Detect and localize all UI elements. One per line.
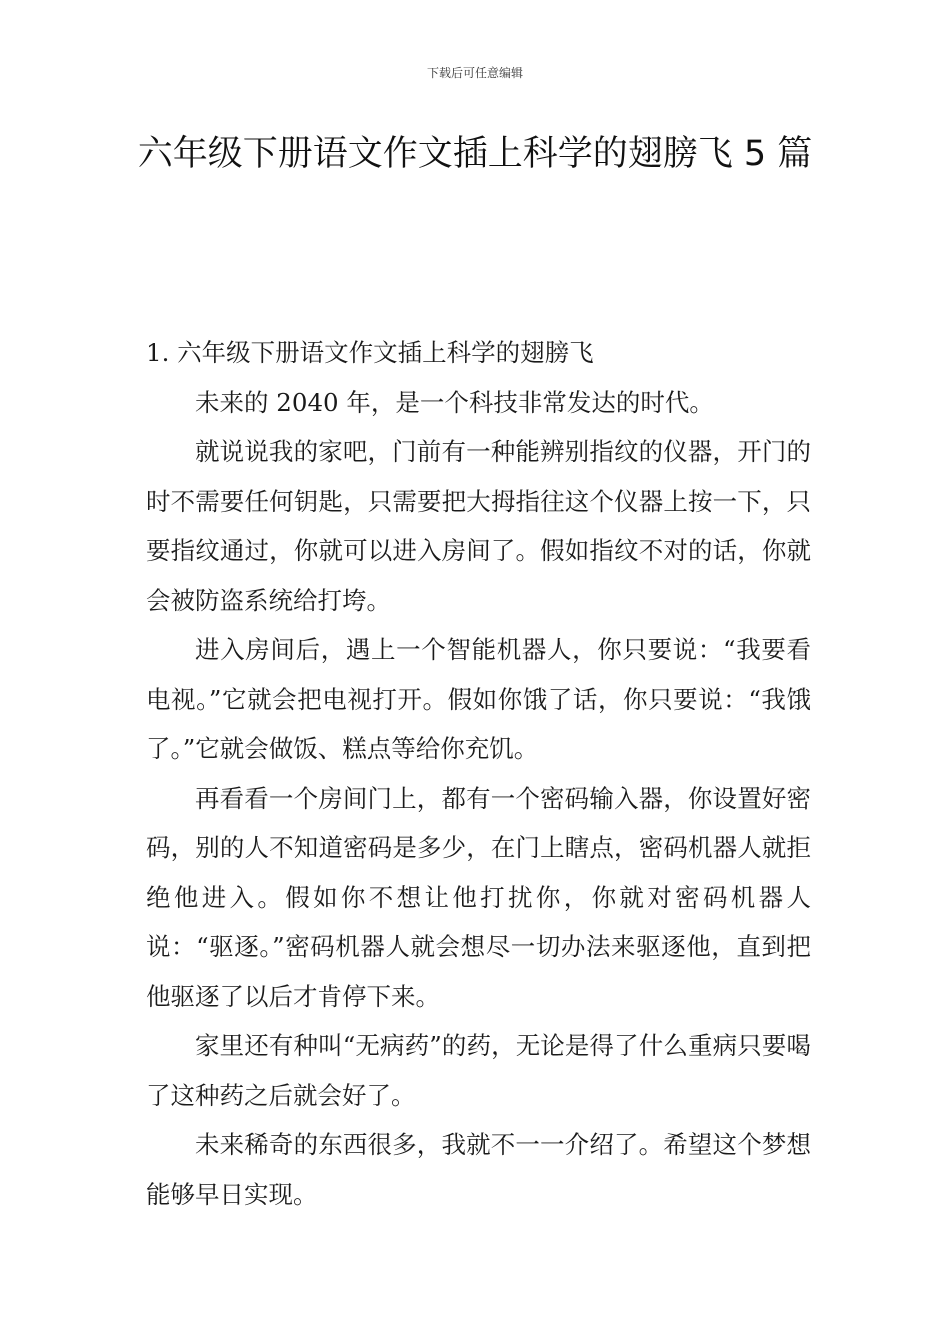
article-section <box>146 328 811 1219</box>
article-paragraph: 家里还有种叫“无病药”的药，无论是得了什么重病只要喝了这种药之后就会好了。 <box>146 1031 811 1110</box>
article-heading: 1. 六年级下册语文作文插上科学的翅膀飞 <box>146 338 594 367</box>
article-paragraph: 就说说我的家吧，门前有一种能辨别指纹的仪器，开门的时不需要任何钥匙，只需要把大拇指往这个仪器上按一下，只要指纹通过，你就可以进入房间了。假如指纹不对的话，你就会被防盗系统给打垮。 <box>146 437 811 615</box>
document-title: 六年级下册语文作文插上科学的翅膀飞 5 篇 <box>137 134 813 174</box>
article-paragraph: 进入房间后，遇上一个智能机器人，你只要说：“我要看电视。”它就会把电视打开。假如你饿了话，你只要说：“我饿了。”它就会做饭、糕点等给你充饥。 <box>146 635 811 763</box>
article-paragraph: 未来的 2040 年，是一个科技非常发达的时代。 <box>195 387 714 417</box>
article-paragraph: 再看看一个房间门上，都有一个密码输入器，你设置好密码，别的人不知道密码是多少，在门上瞎点，密码机器人就拒绝他进入。假如你不想让他打扰你，你就对密码机器人说：“驱逐。”密码机器人就会想尽一切办法来驱逐他，直到把他驱逐了以后才肯停下来。 <box>146 783 811 1011</box>
article-paragraph: 未来稀奇的东西很多，我就不一一介绍了。希望这个梦想能够早日实现。 <box>146 1130 811 1209</box>
page-header-note: 下载后可任意编辑 <box>426 66 523 80</box>
